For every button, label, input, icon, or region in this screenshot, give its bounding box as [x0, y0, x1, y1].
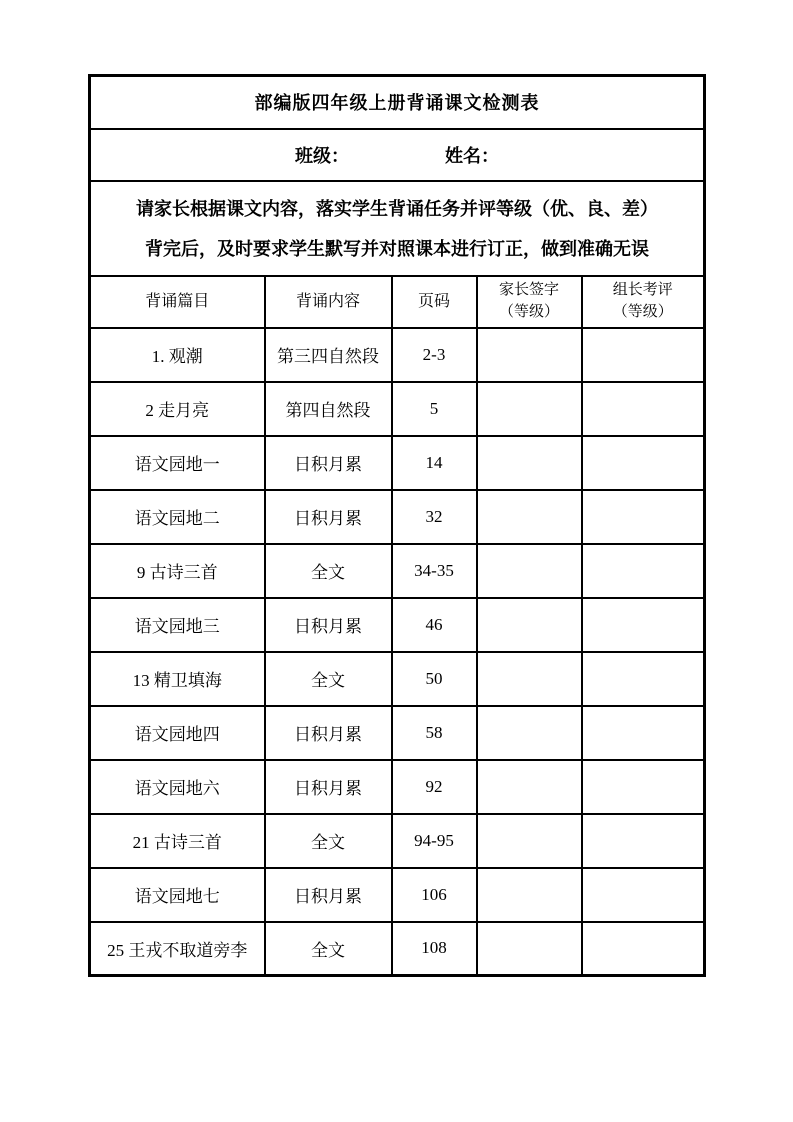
cell-parent-signature	[477, 382, 582, 436]
cell-page-number: 94-95	[392, 814, 477, 868]
column-header-label: 背诵篇目	[145, 292, 210, 310]
table-row	[90, 652, 705, 706]
table-row	[90, 706, 705, 760]
name-label: 姓名：	[445, 145, 500, 166]
column-header-sublabel: （等级）	[612, 303, 673, 320]
cell-recite-content: 日积月累	[265, 490, 392, 544]
table-row	[90, 814, 705, 868]
cell-lesson-title: 1. 观潮	[90, 328, 265, 382]
instructions-cell	[90, 181, 705, 276]
cell-leader-evaluation	[582, 814, 705, 868]
cell-lesson-title: 语文园地七	[90, 868, 265, 922]
cell-page-number: 2-3	[392, 328, 477, 382]
cell-recite-content: 全文	[265, 652, 392, 706]
cell-parent-signature	[477, 814, 582, 868]
table-row	[90, 598, 705, 652]
column-header-label: 家长签字	[498, 281, 559, 298]
cell-parent-signature	[477, 490, 582, 544]
cell-page-number: 34-35	[392, 544, 477, 598]
cell-lesson-title: 2 走月亮	[90, 382, 265, 436]
class-label: 班级：	[295, 145, 350, 166]
instructions-row	[90, 181, 705, 276]
cell-page-number: 32	[392, 490, 477, 544]
cell-recite-content: 全文	[265, 814, 392, 868]
cell-parent-signature	[477, 922, 582, 976]
class-name-cell	[90, 129, 705, 181]
cell-parent-signature	[477, 652, 582, 706]
cell-recite-content: 第三四自然段	[265, 328, 392, 382]
cell-recite-content: 全文	[265, 922, 392, 976]
column-header-page-number	[392, 276, 477, 328]
cell-leader-evaluation	[582, 922, 705, 976]
table-body	[90, 328, 705, 976]
cell-lesson-title: 9 古诗三首	[90, 544, 265, 598]
cell-parent-signature	[477, 598, 582, 652]
table-row	[90, 868, 705, 922]
document-title: 部编版四年级上册背诵课文检测表	[90, 76, 705, 129]
cell-leader-evaluation	[582, 652, 705, 706]
table-row	[90, 382, 705, 436]
table-row	[90, 328, 705, 382]
cell-parent-signature	[477, 328, 582, 382]
class-name-row	[90, 129, 705, 181]
cell-leader-evaluation	[582, 868, 705, 922]
cell-recite-content: 日积月累	[265, 598, 392, 652]
cell-page-number: 58	[392, 706, 477, 760]
cell-lesson-title: 25 王戎不取道旁李	[90, 922, 265, 976]
table-row	[90, 922, 705, 976]
cell-page-number: 14	[392, 436, 477, 490]
cell-recite-content: 日积月累	[265, 868, 392, 922]
cell-leader-evaluation	[582, 382, 705, 436]
cell-page-number: 5	[392, 382, 477, 436]
recitation-check-table	[88, 74, 706, 977]
cell-leader-evaluation	[582, 544, 705, 598]
cell-page-number: 92	[392, 760, 477, 814]
title-row	[90, 76, 705, 129]
column-header-lesson-title	[90, 276, 265, 328]
column-header-recite-content	[265, 276, 392, 328]
table-row	[90, 436, 705, 490]
cell-parent-signature	[477, 760, 582, 814]
cell-lesson-title: 语文园地六	[90, 760, 265, 814]
cell-recite-content: 日积月累	[265, 760, 392, 814]
cell-lesson-title: 语文园地三	[90, 598, 265, 652]
column-header-parent-signature	[477, 276, 582, 328]
cell-leader-evaluation	[582, 328, 705, 382]
cell-leader-evaluation	[582, 490, 705, 544]
instructions-line-2: 背完后，及时要求学生默写并对照课本进行订正，做到准确无误	[145, 238, 650, 259]
cell-leader-evaluation	[582, 760, 705, 814]
table-row	[90, 490, 705, 544]
cell-leader-evaluation	[582, 436, 705, 490]
cell-parent-signature	[477, 868, 582, 922]
cell-recite-content: 日积月累	[265, 706, 392, 760]
cell-lesson-title: 语文园地一	[90, 436, 265, 490]
cell-lesson-title: 语文园地二	[90, 490, 265, 544]
cell-lesson-title: 13 精卫填海	[90, 652, 265, 706]
cell-parent-signature	[477, 436, 582, 490]
cell-lesson-title: 21 古诗三首	[90, 814, 265, 868]
cell-recite-content: 全文	[265, 544, 392, 598]
cell-page-number: 50	[392, 652, 477, 706]
column-header-label: 组长考评	[612, 281, 673, 298]
column-header-label: 页码	[417, 292, 450, 310]
table-row	[90, 760, 705, 814]
column-header-label: 背诵内容	[295, 292, 360, 310]
cell-leader-evaluation	[582, 706, 705, 760]
cell-lesson-title: 语文园地四	[90, 706, 265, 760]
cell-page-number: 46	[392, 598, 477, 652]
column-header-sublabel: （等级）	[498, 303, 559, 320]
cell-recite-content: 日积月累	[265, 436, 392, 490]
instructions-line-1: 请家长根据课文内容，落实学生背诵任务并评等级（优、良、差）	[136, 199, 659, 220]
cell-recite-content: 第四自然段	[265, 382, 392, 436]
cell-parent-signature	[477, 706, 582, 760]
column-header-leader-evaluation	[582, 276, 705, 328]
table-row	[90, 544, 705, 598]
table-header-row	[90, 276, 705, 328]
cell-leader-evaluation	[582, 598, 705, 652]
cell-page-number: 108	[392, 922, 477, 976]
cell-page-number: 106	[392, 868, 477, 922]
cell-parent-signature	[477, 544, 582, 598]
